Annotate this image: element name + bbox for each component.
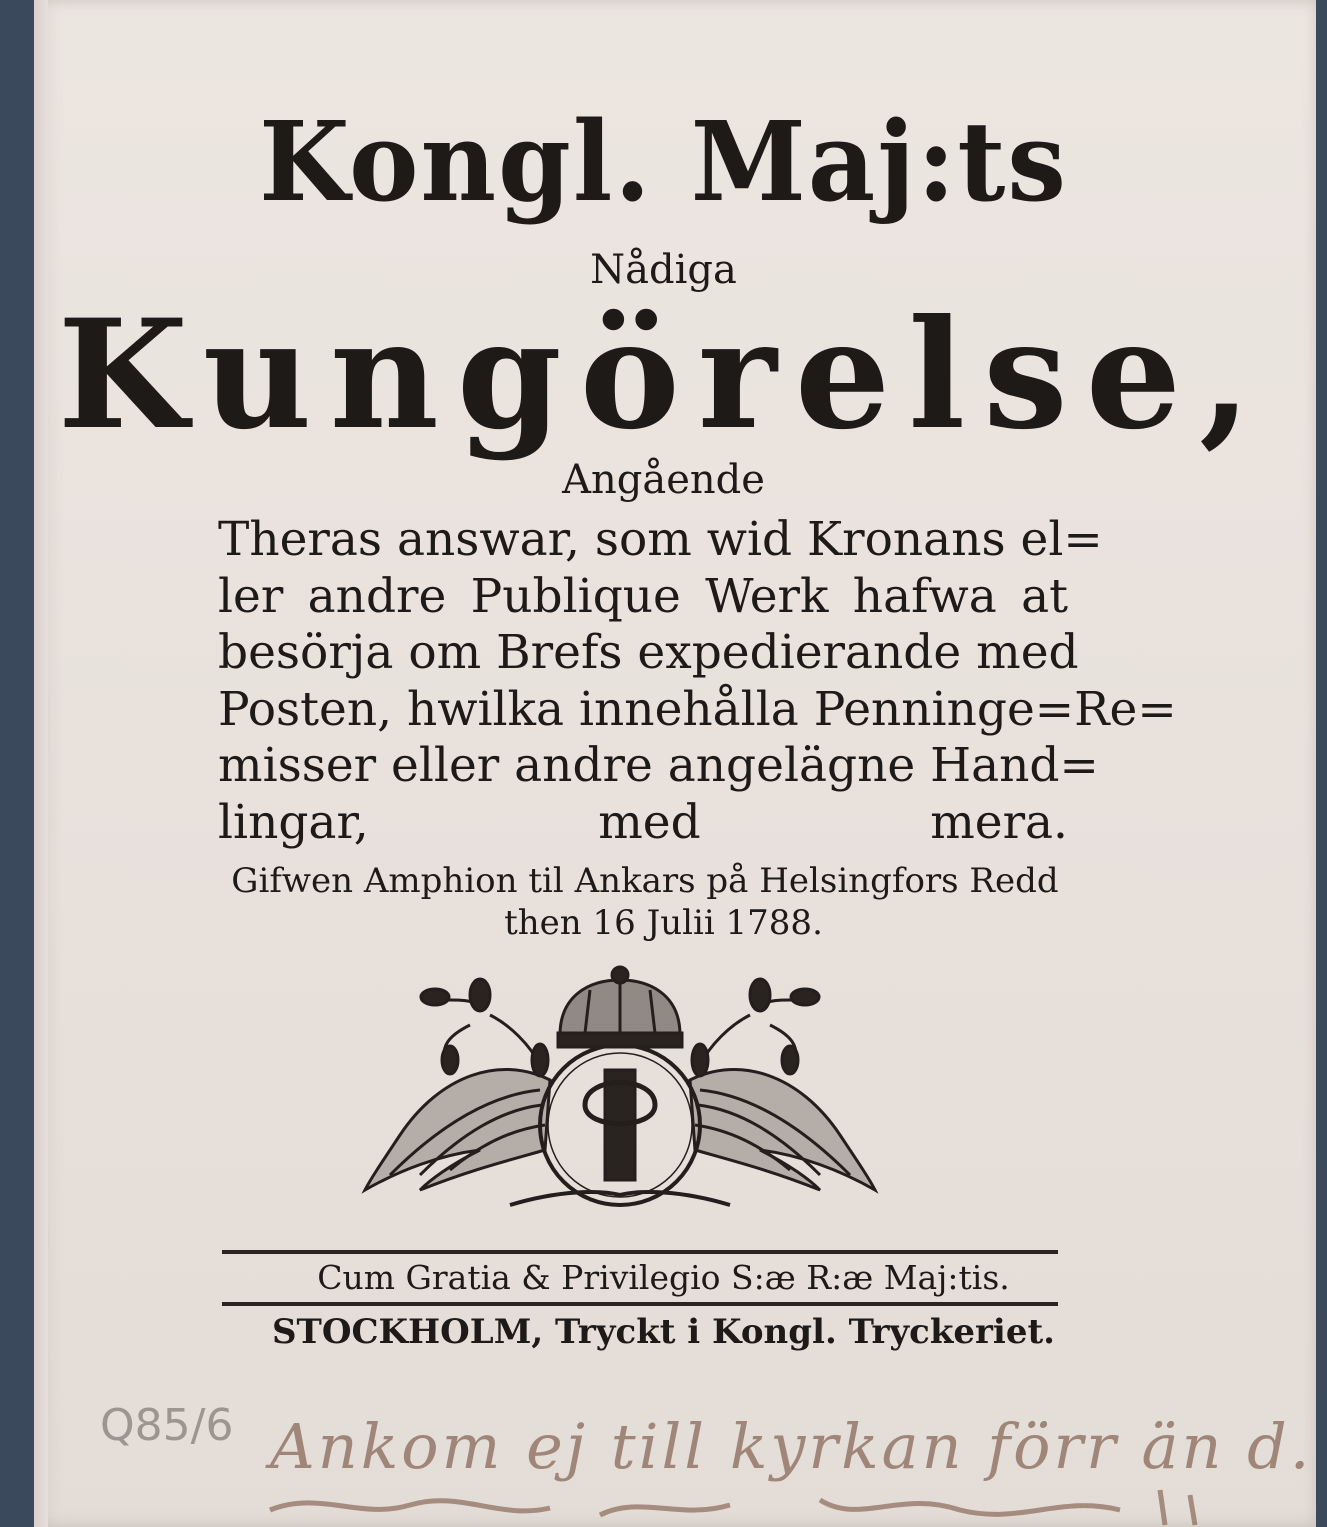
body-line-1: Theras answar, som wid Kronans el= bbox=[218, 512, 1103, 567]
title-line-1: Kongl. Maj:ts bbox=[259, 96, 1068, 227]
body-text-block bbox=[218, 512, 1177, 851]
royal-crown-winged-post-horn-emblem-icon bbox=[360, 965, 880, 1225]
title-line-4: Angående bbox=[562, 457, 765, 503]
body-line-3: besörja om Brefs expedierande med bbox=[218, 625, 1079, 680]
title-line-2: Nådiga bbox=[590, 247, 737, 293]
given-line-1: Gifwen Amphion til Ankars på Helsingfors Redd bbox=[231, 861, 1059, 901]
handwritten-scribble-icon bbox=[260, 1480, 1260, 1527]
pencil-shelfmark: Q85/6 bbox=[100, 1400, 234, 1451]
printer-imprint: STOCKHOLM, Tryckt i Kongl. Tryckeriet. bbox=[271, 1312, 1056, 1352]
divider-rule-bottom bbox=[222, 1302, 1058, 1306]
body-line-2: ler andre Publique Werk hafwa at bbox=[218, 568, 1068, 624]
handwritten-note: Ankom ej till kyrkan förr än d. bbox=[270, 1410, 1313, 1483]
body-line-5: misser eller andre angelägne Hand= bbox=[218, 738, 1099, 793]
privilege-line: Cum Gratia & Privilegio S:æ R:æ Maj:tis. bbox=[317, 1258, 1010, 1297]
divider-rule-top bbox=[222, 1250, 1058, 1254]
given-line-2: then 16 Julii 1788. bbox=[504, 903, 823, 943]
title-main: Kungörelse, bbox=[57, 287, 1270, 463]
body-line-6: lingar, med mera. bbox=[218, 794, 1068, 850]
body-line-4: Posten, hwilka innehålla Penninge=Re= bbox=[218, 681, 1177, 737]
